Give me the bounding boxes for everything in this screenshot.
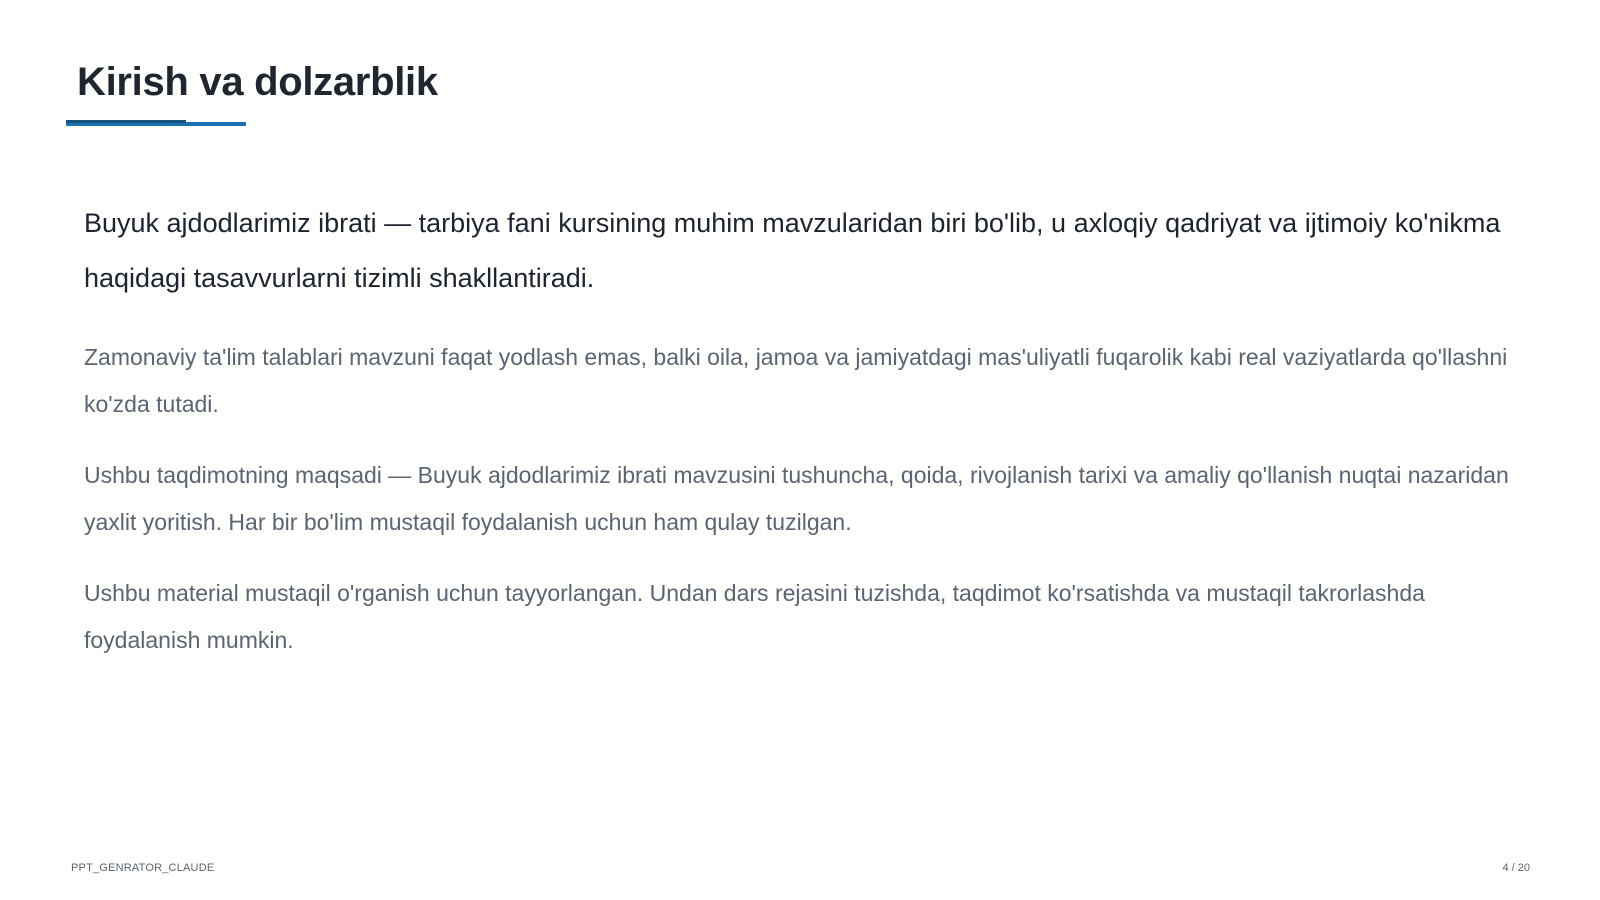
slide-title: Kirish va dolzarblik	[77, 60, 438, 104]
title-underline-accent	[66, 120, 186, 123]
page-number: 4 / 20	[1502, 862, 1530, 874]
body-paragraph: Ushbu material mustaqil o'rganish uchun tayyorlangan. Undan dars rejasini tuzishda, taqdimot ko'rsatishda va mustaqil takrorlashda foydalanish mumkin.	[84, 580, 1425, 653]
body-paragraph: Ushbu taqdimotning maqsadi — Buyuk ajdodlarimiz ibrati mavzusini tushuncha, qoida, rivojlanish tarixi va amaliy qo'llanish nuqtai nazaridan yaxlit yoritish. Har bir bo'lim mustaqil foydalanish uchun ham qulay tuzilgan.	[84, 462, 1509, 535]
footer-source-label: PPT_GENRATOR_CLAUDE	[71, 862, 215, 874]
lead-paragraph: Buyuk ajdodlarimiz ibrati — tarbiya fani kursining muhim mavzularidan biri bo'lib, u axloqiy qadriyat va ijtimoiy ko'nikma haqidagi tasavvurlarni tizimli shakllantiradi.	[84, 208, 1501, 293]
body-paragraph: Zamonaviy ta'lim talablari mavzuni faqat yodlash emas, balki oila, jamoa va jamiyatdagi mas'uliyatli fuqarolik kabi real vaziyatlarda qo'llashni ko'zda tutadi.	[84, 344, 1508, 417]
slide-content	[84, 196, 1514, 688]
